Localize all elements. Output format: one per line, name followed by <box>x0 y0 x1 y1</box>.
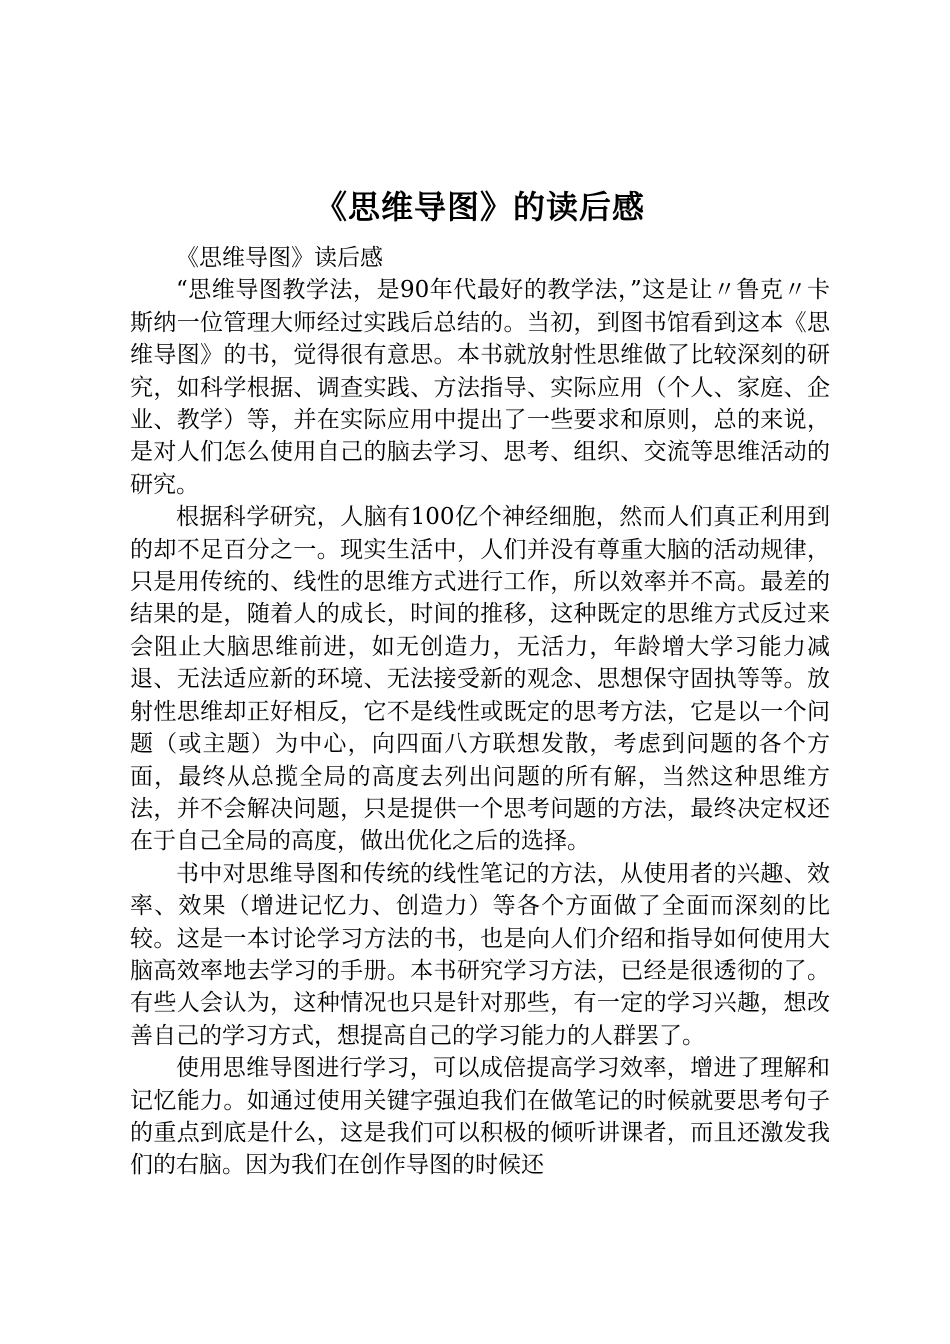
document-page <box>130 186 830 1182</box>
body-paragraph-1: “思维导图教学法，是90年代最好的教学法，”这是让〃鲁克〃卡斯纳一位管理大师经过实践后总结的。当初，到图书馆看到这本《思维导图》的书，觉得很有意思。本书就放射性思维做了比较深刻的研究，如科学根据、调查实践、方法指导、实际应用（个人、家庭、企业、教学）等，并在实际应用中提出了一些要求和原则，总的来说，是对人们怎么使用自己的脑去学习、思考、组织、交流等思维活动的研究。 <box>130 277 830 498</box>
body-paragraph-2: 根据科学研究，人脑有100亿个神经细胞，然而人们真正利用到的却不足百分之一。现实生活中，人们并没有尊重大脑的活动规律，只是用传统的、线性的思维方式进行工作，所以效率并不高。最差的结果的是，随着人的成长，时间的推移，这种既定的思维方式反过来会阻止大脑思维前进，如无创造力，无活力，年龄增大学习能力减退、无法适应新的环境、无法接受新的观念、思想保守固执等等。放射性思维却正好相反，它不是线性或既定的思考方法，它是以一个问题（或主题）为中心，向四面八方联想发散，考虑到问题的各个方面，最终从总揽全局的高度去列出问题的所有解，当然这种思维方法，并不会解决问题，只是提供一个思考问题的方法，最终决定权还在于自己全局的高度，做出优化之后的选择。 <box>130 504 830 855</box>
subtitle-paragraph: 《思维导图》读后感 <box>176 245 383 271</box>
body-paragraph-3: 书中对思维导图和传统的线性笔记的方法，从使用者的兴趣、效率、效果（增进记忆力、创造力）等各个方面做了全面而深刻的比较。这是一本讨论学习方法的书，也是向人们介绍和指导如何使用大脑高效率地去学习的手册。本书研究学习方法，已经是很透彻的了。有些人会认为，这种情况也只是针对那些，有一定的学习兴趣，想改善自己的学习方式，想提高自己的学习能力的人群罢了。 <box>130 860 830 1049</box>
document-title: 《思维导图》的读后感 <box>314 188 645 226</box>
body-paragraph-4: 使用思维导图进行学习，可以成倍提高学习效率，增进了理解和记忆能力。如通过使用关键字强迫我们在做笔记的时候就要思考句子的重点到底是什么，这是我们可以积极的倾听讲课者，而且还激发我们的右脑。因为我们在创作导图的时候还 <box>130 1055 830 1179</box>
